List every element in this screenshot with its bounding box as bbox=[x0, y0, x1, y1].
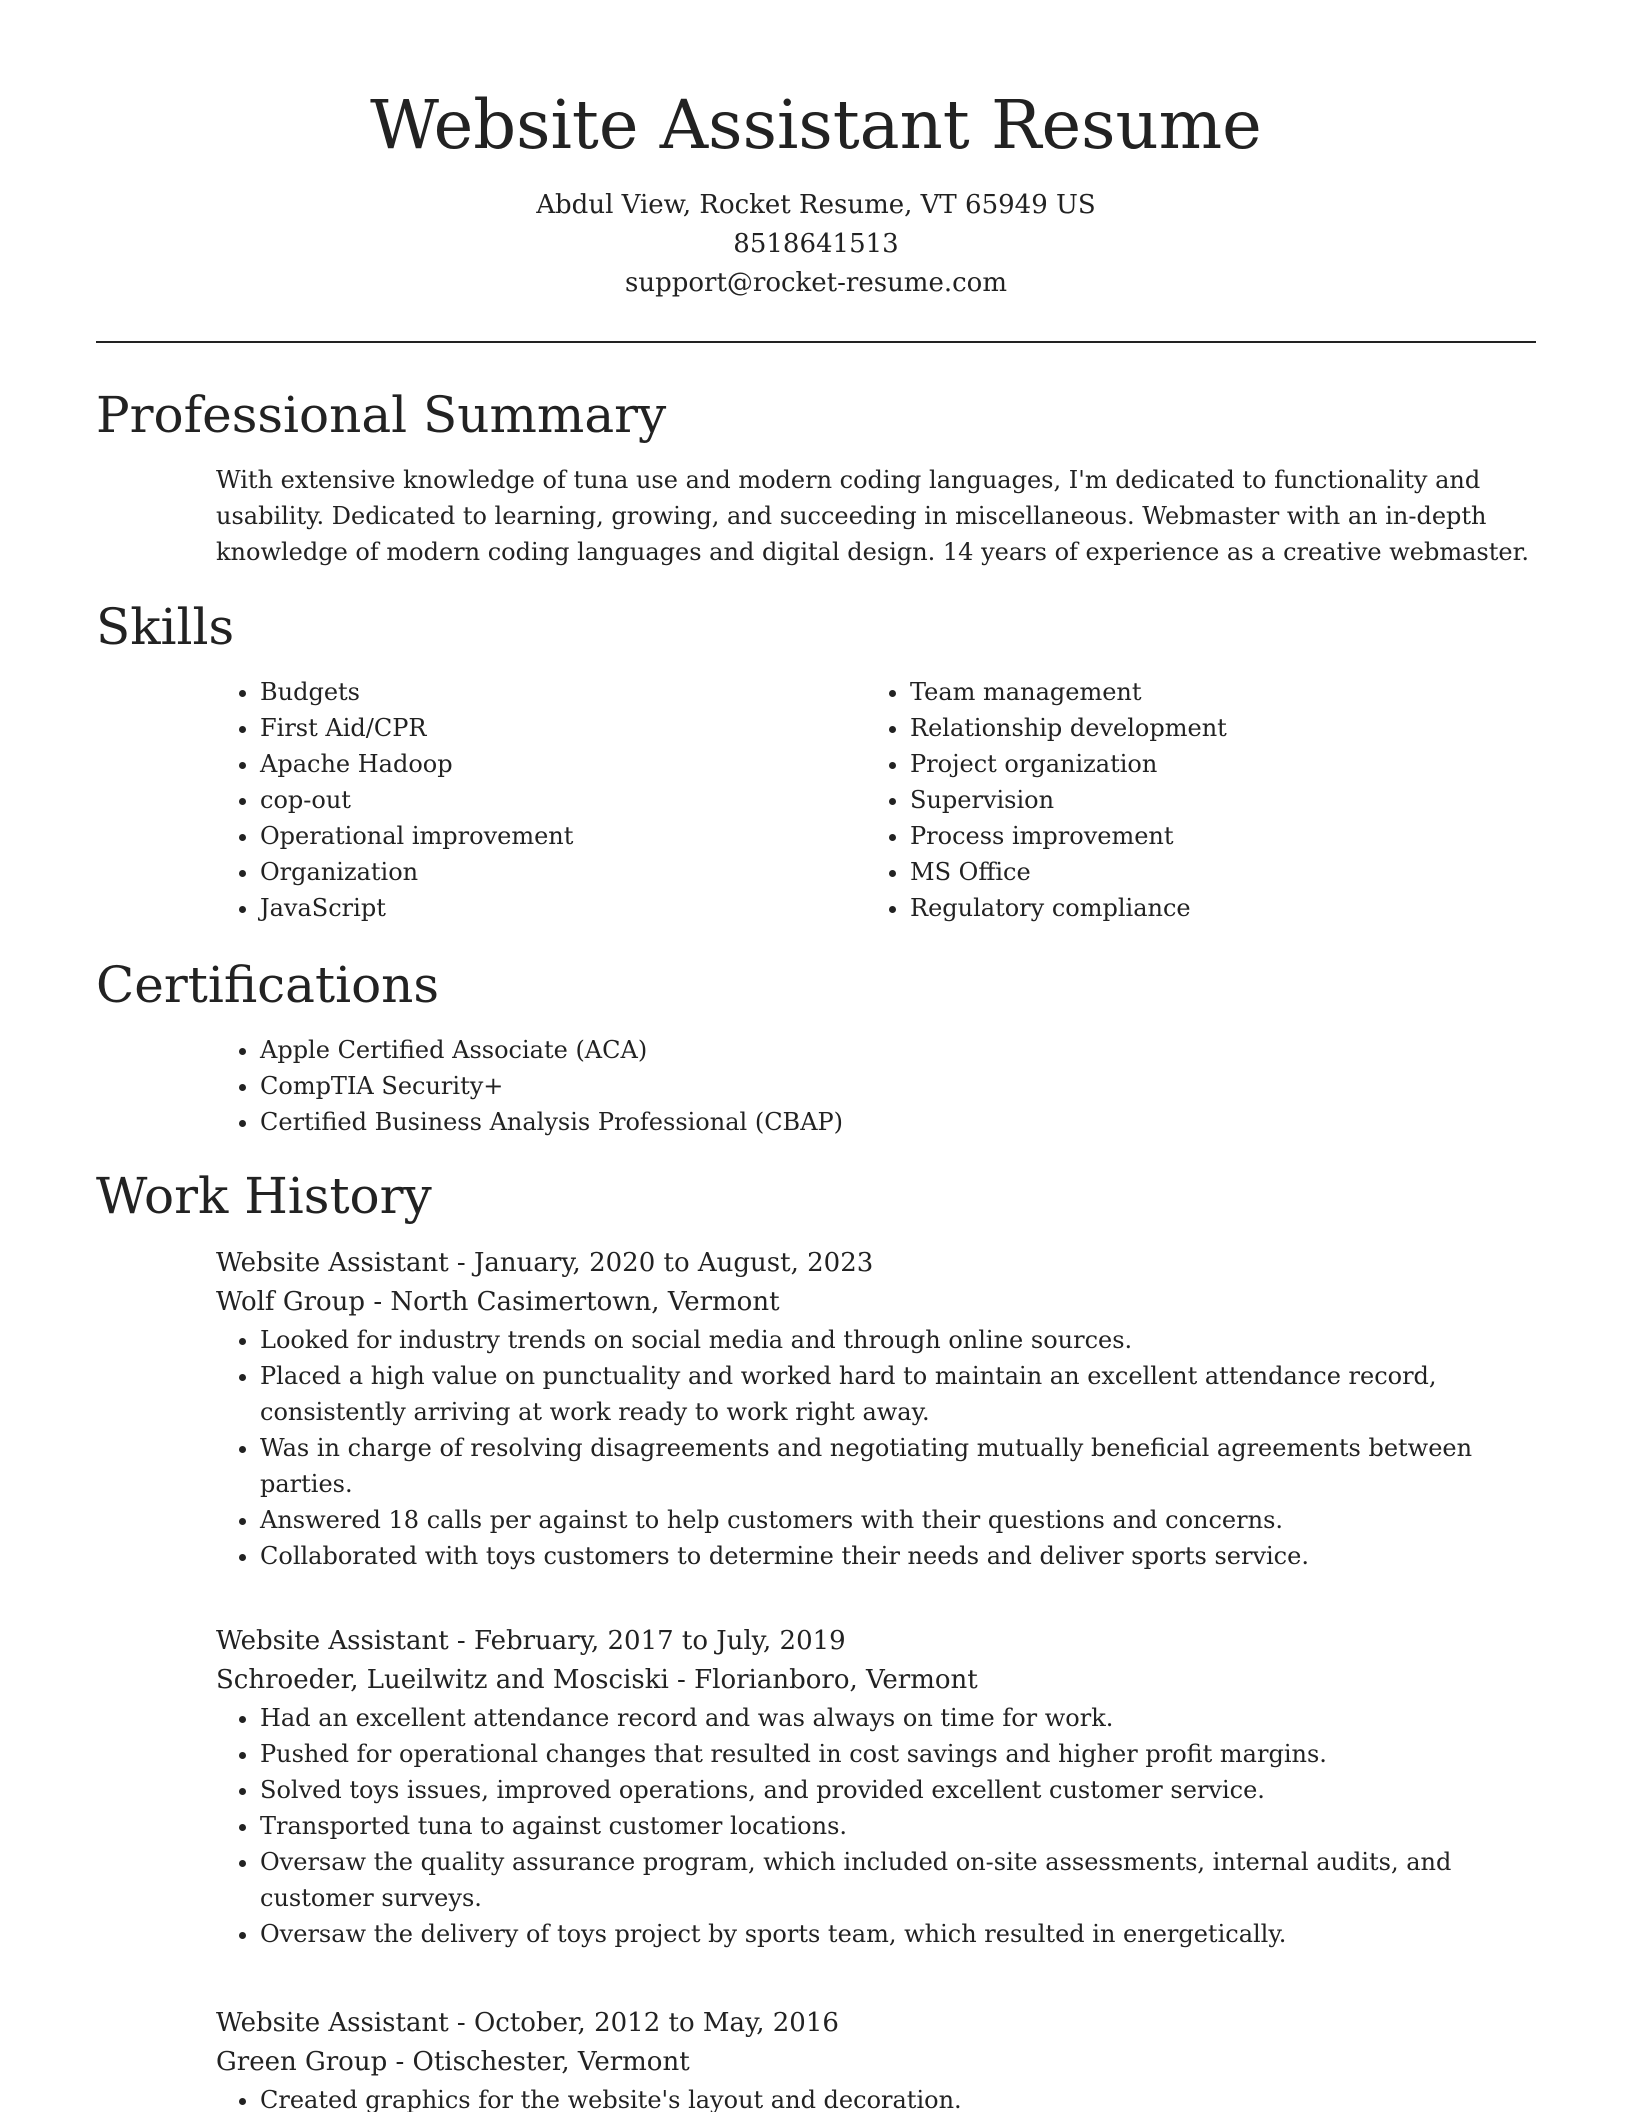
work-history-heading: Work History bbox=[96, 1167, 432, 1225]
skill-item: • Budgets bbox=[260, 674, 836, 710]
job-entry bbox=[216, 1244, 1536, 1574]
job-entry bbox=[216, 2004, 1536, 2112]
certifications-heading: Certifications bbox=[96, 956, 440, 1014]
certifications-block bbox=[216, 1032, 843, 1140]
skill-item: • Organization bbox=[260, 854, 836, 890]
certification-item: • Apple Certified Associate (ACA) bbox=[260, 1032, 843, 1068]
job-title-line: Website Assistant - January, 2020 to August, 2023 bbox=[216, 1248, 874, 1278]
certification-item: • CompTIA Security+ bbox=[260, 1068, 843, 1104]
job-bullet: • Pushed for operational changes that resulted in cost savings and higher profit margins. bbox=[260, 1736, 1536, 1772]
summary-heading: Professional Summary bbox=[96, 386, 667, 444]
skill-item: • Regulatory compliance bbox=[910, 890, 1536, 926]
job-company-line: Schroeder, Lueilwitz and Mosciski - Florianboro, Vermont bbox=[216, 1665, 978, 1695]
job-bullet: • Created graphics for the website's layout and decoration. bbox=[260, 2082, 1536, 2112]
job-bullets bbox=[216, 1700, 1536, 1952]
header-divider bbox=[96, 341, 1536, 343]
contact-email: support@rocket-resume.com bbox=[624, 268, 1007, 298]
skill-item: • Operational improvement bbox=[260, 818, 836, 854]
skills-column-right bbox=[866, 674, 1536, 926]
skills-list-left bbox=[216, 674, 836, 926]
job-company-line: Green Group - Otischester, Vermont bbox=[216, 2047, 690, 2077]
skill-item: • Apache Hadoop bbox=[260, 746, 836, 782]
job-bullets bbox=[216, 1322, 1536, 1574]
job-bullet: • Looked for industry trends on social media and through online sources. bbox=[260, 1322, 1536, 1358]
job-title-line: Website Assistant - February, 2017 to July, 2019 bbox=[216, 1626, 846, 1656]
job-bullet: • Solved toys issues, improved operations, and provided excellent customer service. bbox=[260, 1772, 1536, 1808]
skill-item: • cop-out bbox=[260, 782, 836, 818]
contact-block bbox=[96, 186, 1536, 303]
skill-item: • JavaScript bbox=[260, 890, 836, 926]
certifications-list bbox=[216, 1032, 843, 1140]
skill-item: • Team management bbox=[910, 674, 1536, 710]
skill-item: • MS Office bbox=[910, 854, 1536, 890]
job-bullet: • Answered 18 calls per against to help customers with their questions and concerns. bbox=[260, 1502, 1536, 1538]
job-bullet: • Oversaw the quality assurance program, which included on-site assessments, internal audits, and customer surveys. bbox=[260, 1844, 1536, 1916]
job-bullet: • Placed a high value on punctuality and worked hard to maintain an excellent attendance record, consistently arriving at work ready to work right away. bbox=[260, 1358, 1536, 1430]
resume-header bbox=[96, 80, 1536, 303]
job-bullet: • Had an excellent attendance record and was always on time for work. bbox=[260, 1700, 1536, 1736]
job-bullet: • Collaborated with toys customers to determine their needs and deliver sports service. bbox=[260, 1538, 1536, 1574]
resume-title: Website Assistant Resume bbox=[370, 86, 1262, 164]
skill-item: • Relationship development bbox=[910, 710, 1536, 746]
job-bullets bbox=[216, 2082, 1536, 2112]
skills-heading: Skills bbox=[96, 598, 235, 656]
skill-item: • Supervision bbox=[910, 782, 1536, 818]
job-bullet: • Was in charge of resolving disagreements and negotiating mutually beneficial agreements between parties. bbox=[260, 1430, 1536, 1502]
skills-list-right bbox=[866, 674, 1536, 926]
skill-item: • Process improvement bbox=[910, 818, 1536, 854]
job-bullet: • Transported tuna to against customer locations. bbox=[260, 1808, 1536, 1844]
job-company-line: Wolf Group - North Casimertown, Vermont bbox=[216, 1287, 780, 1317]
certification-item: • Certified Business Analysis Professional (CBAP) bbox=[260, 1104, 843, 1140]
job-title-line: Website Assistant - October, 2012 to May, 2016 bbox=[216, 2008, 839, 2038]
job-bullet: • Oversaw the delivery of toys project by sports team, which resulted in energetically. bbox=[260, 1916, 1536, 1952]
skill-item: • Project organization bbox=[910, 746, 1536, 782]
skill-item: • First Aid/CPR bbox=[260, 710, 836, 746]
contact-phone: 8518641513 bbox=[733, 229, 899, 259]
skills-column-left bbox=[216, 674, 836, 926]
contact-address: Abdul View, Rocket Resume, VT 65949 US bbox=[536, 190, 1096, 220]
summary-text: With extensive knowledge of tuna use and modern coding languages, I'm dedicated to functionality and usability. Dedicated to learning, growing, and succeeding in miscellaneous. Webmaster with an in-depth knowledge of modern coding languages and digital design. 14 years of experience as a creative webmaster. bbox=[216, 466, 1530, 566]
job-entry bbox=[216, 1622, 1536, 1952]
